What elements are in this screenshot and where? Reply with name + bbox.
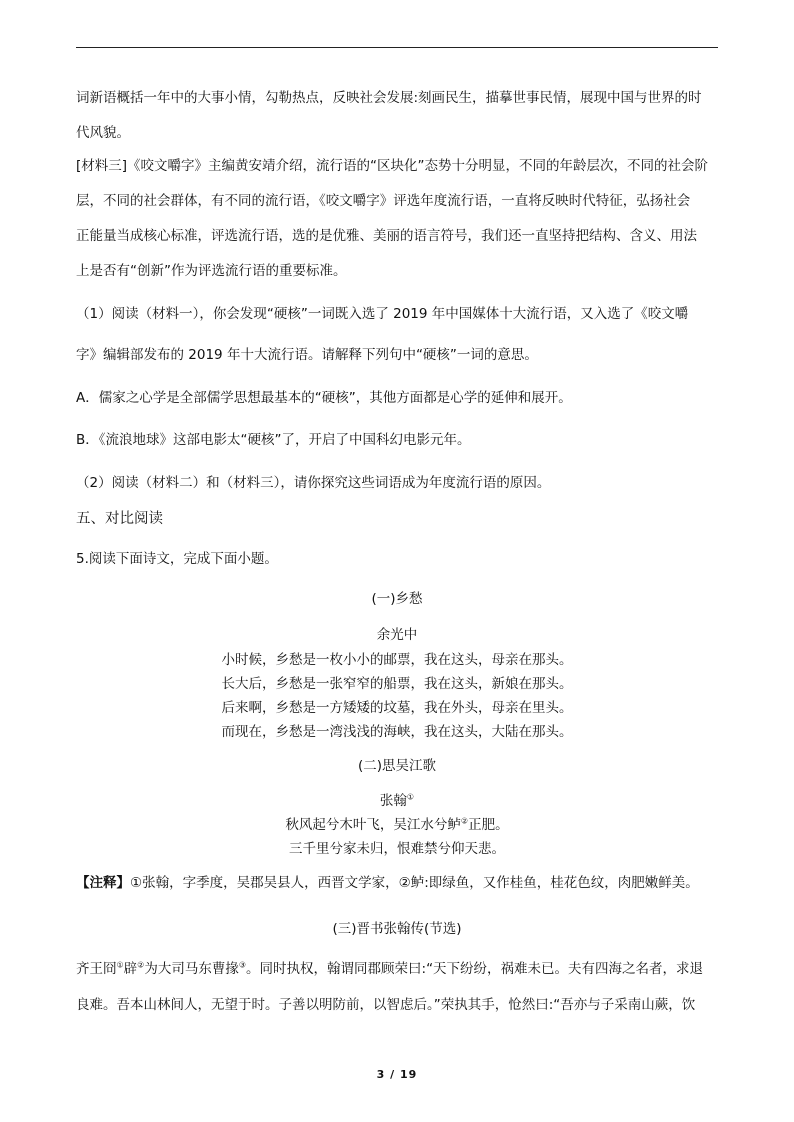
- footnote-marker: ③: [238, 960, 247, 970]
- poem2-line-1: [0, 816, 794, 834]
- material3-line-2: 层，不同的社会群体，有不同的流行语，《咬文嚼字》评选年度流行语，一直将反映时代特征，弘扬社会: [76, 193, 691, 209]
- poem1-title: (一)乡愁: [371, 591, 423, 607]
- prose3-text-segment: 。同时执权，翰谓同郡顾荣曰:“天下纷纷，祸难未已。夫有四海之名者，求退: [246, 961, 704, 977]
- section-heading: 五、对比阅读: [76, 511, 163, 527]
- poem1-line: 小时候，乡愁是一枚小小的邮票，我在这头，母亲在那头。: [221, 652, 573, 668]
- poem2-title: (二)思吴江歌: [357, 758, 437, 774]
- poem1-line: 长大后，乡愁是一张窄窄的船票，我在这头，新娘在那头。: [221, 676, 573, 692]
- prose3-text-segment: 齐王冏: [76, 961, 117, 977]
- material2-line-1: 词新语概括一年中的大事小情，勾勒热点，反映社会发展:刻画民生，描摹世事民情，展现中国与世界的时: [76, 90, 702, 106]
- prose3-text-segment: 辟: [123, 961, 138, 977]
- prose3-line-2: 良难。吾本山林间人，无望于时。子善以明防前，以智虑后。”荣执其手，怆然曰:“吾亦与子采南山蕨，饮: [76, 997, 696, 1013]
- poem2-line-2: 三千里兮家未归，恨难禁兮仰天悲。: [289, 841, 505, 857]
- prose3-title: (三)晋书张翰传(节选): [332, 921, 462, 937]
- footnote-marker: ①: [406, 792, 415, 802]
- footnote-marker: ②: [460, 816, 469, 826]
- section-instruction: 5.阅读下面诗文，完成下面小题。: [76, 551, 278, 567]
- material3-line-4: 上是否有“创新”作为评选流行语的重要标准。: [76, 263, 347, 279]
- prose3-line-1: [76, 960, 718, 978]
- header-rule: [76, 47, 718, 48]
- material3-line-1: [材料三]《咬文嚼字》主编黄安靖介绍，流行语的“区块化”态势十分明显，不同的年龄层次，不同的社会阶: [76, 158, 709, 174]
- question1-line-1: （1）阅读（材料一），你会发现“硬核”一词既入选了 2019 年中国媒体十大流行语，又入选了《咬文嚼: [76, 306, 689, 322]
- notes-line: [76, 874, 718, 892]
- page-number: 3 / 19: [376, 1068, 418, 1081]
- footnote-marker: ①: [116, 960, 124, 970]
- question2-text: （2）阅读（材料二）和（材料三），请你探究这些词语成为年度流行语的原因。: [76, 475, 551, 491]
- notes-text: ①张翰，字季度，吴郡吴县人，西晋文学家，②鲈:即绿鱼，又作桂鱼，桂花色纹，肉肥嫩鲜美。: [130, 875, 699, 891]
- notes-label: 【注释】: [76, 875, 130, 891]
- poem2-line-1-b: 正肥。: [468, 817, 509, 833]
- footnote-marker: ②: [137, 960, 145, 970]
- material2-line-2: 代风貌。: [76, 125, 130, 141]
- poem2-author: 张翰: [379, 793, 407, 809]
- material3-line-3: 正能量当成核心标准，评选流行语，选的是优雅、美丽的语言符号，我们还一直坚持把结构、含义、用法: [76, 228, 697, 244]
- poem2-line-1-a: 秋风起兮木叶飞，吴江水兮鲈: [285, 817, 461, 833]
- prose3-text-segment: 为大司马东曹掾: [144, 961, 239, 977]
- poem1-author: 余光中: [376, 627, 418, 643]
- poem2-author-line: [0, 792, 794, 810]
- question1-line-2: 字》编辑部发布的 2019 年十大流行语。请解释下列句中“硬核”一词的意思。: [76, 347, 538, 363]
- poem1-line: 而现在，乡愁是一湾浅浅的海峡，我在这头，大陆在那头。: [221, 724, 573, 740]
- question1-option-a: A．儒家之心学是全部儒学思想最基本的“硬核”，其他方面都是心学的延伸和展开。: [76, 390, 572, 406]
- question1-option-b: B．《流浪地球》这部电影太“硬核”了，开启了中国科幻电影元年。: [76, 432, 471, 448]
- poem1-line: 后来啊，乡愁是一方矮矮的坟墓，我在外头，母亲在里头。: [221, 700, 573, 716]
